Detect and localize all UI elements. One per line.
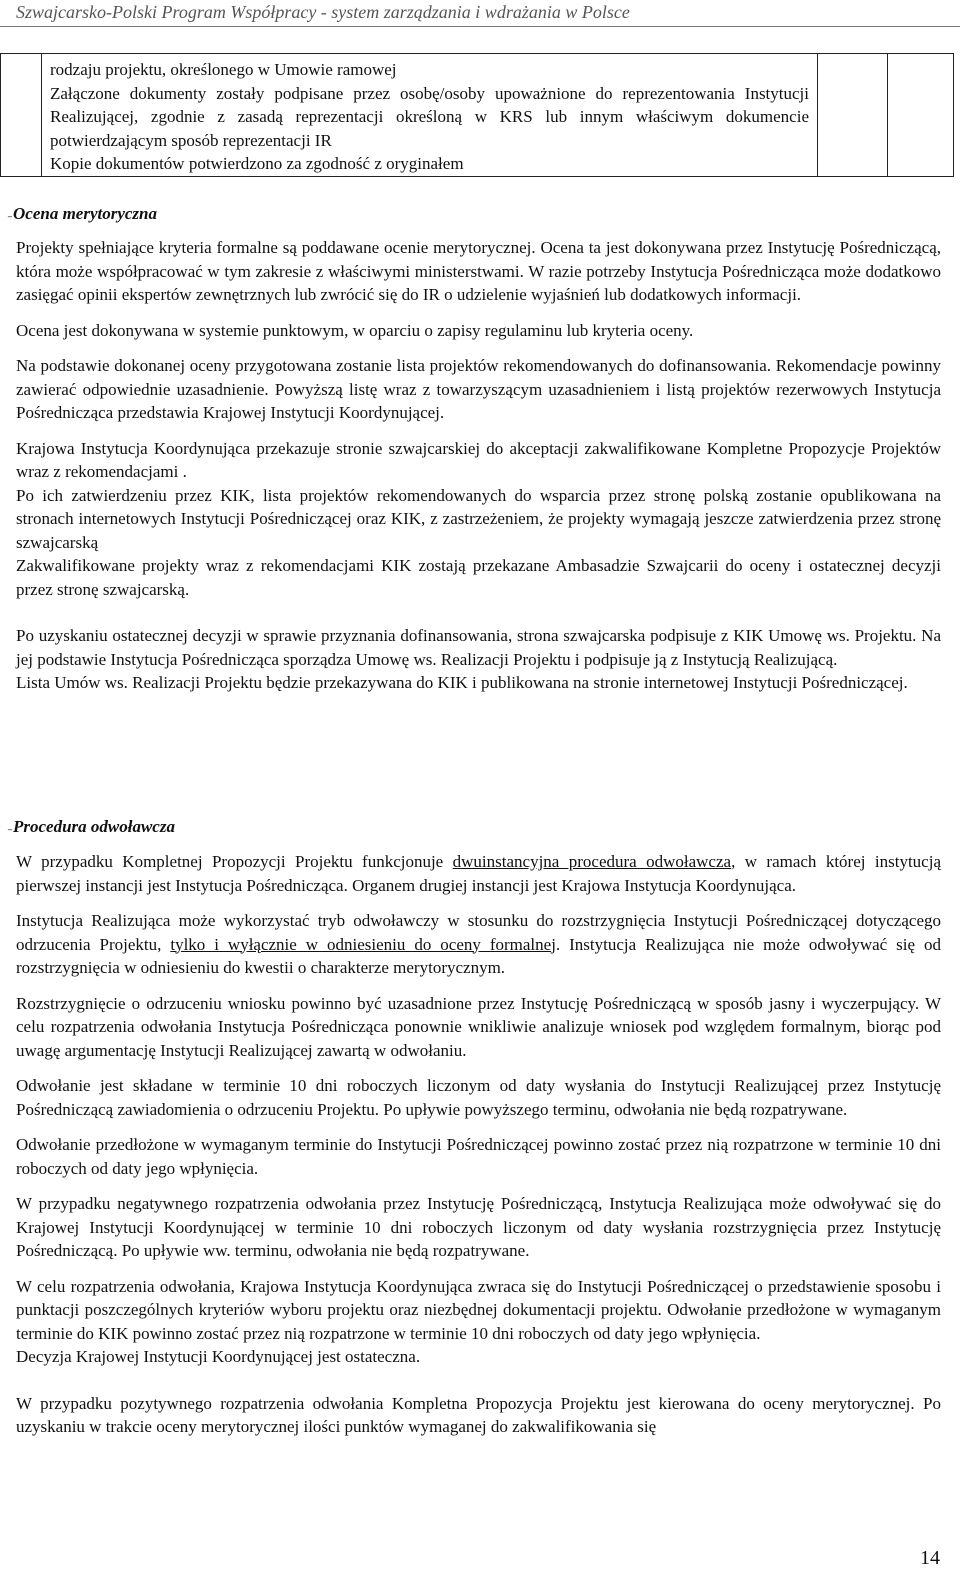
checklist-table: [0, 53, 954, 177]
ocena-body: [16, 236, 941, 695]
paragraph: [16, 909, 941, 980]
header-divider: [0, 26, 960, 27]
procedura-body: [16, 850, 941, 1439]
paragraph: [16, 850, 941, 897]
heading-text: Ocena merytoryczna: [13, 204, 158, 223]
paragraph: Odwołanie przedłożone w wymaganym terminie do Instytucji Pośredniczącej powinno zostać przez nią rozpatrzone w terminie 10 dni roboczych od daty jego wpłynięcia.: [16, 1135, 941, 1178]
checklist-number-cell: [1, 54, 42, 176]
paragraph: Projekty spełniające kryteria formalne są poddawane ocenie merytorycznej. Ocena ta jest dokonywana przez Instytucję Pośredniczącą, która może współpracować w tym zakresie z właściwymi ministerstwami. W razie potrzeby Instytucja Pośrednicząca może dodatkowo zasięgać opinii ekspertów zewnętrznych lub zwrócić się do IR o udzielenie wyjaśnień lub dodatkowych informacji.: [16, 238, 941, 304]
section-heading-procedura: [8, 816, 175, 841]
text-run: . Instytucja Realizująca nie może odwoływać się od rozstrzygnięcia w odniesieniu do kwestii o charakterze merytorycznym.: [16, 934, 941, 977]
checklist-line: Załączone dokumenty zostały podpisane przez osobę/osoby upoważnione do reprezentowania Instytucji Realizującej, zgodnie z zasadą reprezentacji określoną w KRS lub innym właściwym dokumencie potwierdzającym sposób reprezentacji IR: [50, 83, 809, 150]
underlined-text: tylko i wyłącznie w odniesieniu do oceny formalnej: [170, 934, 556, 954]
paragraph: Rozstrzygnięcie o odrzuceniu wniosku powinno być uzasadnione przez Instytucję Pośredniczącą w sposób jasny i wyczerpujący. W celu rozpatrzenia odwołania Instytucja Pośrednicząca ponownie wnikliwie analizuje wniosek pod względem formalnym, biorąc pod uwagę argumentację Instytucji Realizującej zawartą w odwołaniu.: [16, 993, 941, 1060]
paragraph: Krajowa Instytucja Koordynująca przekazuje stronie szwajcarskiej do akceptacji zakwalifikowane Kompletne Propozycje Projektów wraz z rekomendacjami .: [16, 438, 941, 481]
checklist-text-cell: [42, 54, 818, 176]
paragraph: W celu rozpatrzenia odwołania, Krajowa Instytucja Koordynująca zwraca się do Instytucji Pośredniczącej o przedstawienie sposobu i punktacji poszczególnych kryteriów wyboru projektu oraz niezbędnej dokumentacji projektu. Odwołanie przedłożone w wymaganym terminie do KIK powinno zostać przez nią rozpatrzone w terminie 10 dni roboczych od daty jego wpłynięcia.: [16, 1276, 941, 1343]
checklist-yes-cell: [819, 54, 888, 176]
text-run: Instytucja Realizująca może wykorzystać tryb odwoławczy w stosunku do rozstrzygnięcia Instytucji Pośredniczącej dotyczącego odrzucenia Projektu,: [16, 911, 941, 954]
underlined-text: dwuinstancyjna procedura odwoławcza: [452, 852, 732, 871]
checklist-line: rodzaju projektu, określonego w Umowie ramowej: [50, 60, 397, 79]
paragraph: W przypadku pozytywnego rozpatrzenia odwołania Kompletna Propozycja Projektu jest kierowana do oceny merytorycznej. Po uzyskaniu w trakcie oceny merytorycznej ilości punktów wymaganej do zakwalifikowania się: [16, 1393, 941, 1436]
paragraph: Ocena jest dokonywana w systemie punktowym, w oparciu o zapisy regulaminu lub kryteria oceny.: [16, 320, 694, 340]
paragraph: Zakwalifikowane projekty wraz z rekomendacjami KIK zostają przekazane Ambasadzie Szwajcarii do oceny i ostatecznej decyzji przez stronę szwajcarską.: [16, 556, 941, 599]
section-heading-ocena: [8, 203, 157, 228]
paragraph: Odwołanie jest składane w terminie 10 dni roboczych liczonym od daty wysłania do Instytucji Realizującej przez Instytucję Pośredniczącą zawiadomienia o odrzuceniu Projektu. Po upływie powyższego terminu, odwołania nie będą rozpatrywane.: [16, 1076, 941, 1119]
paragraph: Po uzyskaniu ostatecznej decyzji w sprawie przyznania dofinansowania, strona szwajcarska podpisuje z KIK Umowę ws. Projektu. Na jej podstawie Instytucja Pośrednicząca sporządza Umowę ws. Realizacji Projektu i podpisuje ją z Instytucją Realizującą.: [16, 626, 941, 669]
text-run: W przypadku Kompletnej Propozycji Projektu funkcjonuje: [16, 852, 453, 871]
page-number: 14: [920, 1547, 940, 1569]
paragraph: W przypadku negatywnego rozpatrzenia odwołania przez Instytucję Pośredniczącą, Instytucja Realizująca może odwoływać się do Krajowej Instytucji Koordynującej w terminie 10 dni roboczych liczonym od daty wysłania rozstrzygnięcia przez Instytucję Pośredniczącą. Po upływie ww. terminu, odwołania nie będą rozpatrywane.: [16, 1194, 941, 1260]
paragraph: Decyzja Krajowej Instytucji Koordynującej jest ostateczna.: [16, 1347, 421, 1366]
heading-text: Procedura odwoławcza: [13, 817, 175, 836]
paragraph: Na podstawie dokonanej oceny przygotowana zostanie lista projektów rekomendowanych do dofinansowania. Rekomendacje powinny zawierać odpowiednie uzasadnienie. Powyższą listę wraz z towarzyszącym uzasadnieniem i listą projektów rezerwowych Instytucja Pośrednicząca przedstawia Krajowej Instytucji Koordynującej.: [16, 356, 941, 422]
paragraph: Po ich zatwierdzeniu przez KIK, lista projektów rekomendowanych do wsparcia przez stronę polską zostanie opublikowana na stronach internetowych Instytucji Pośredniczącej oraz KIK, z zastrzeżeniem, że projekty wymagają jeszcze zatwierdzenia przez stronę szwajcarską: [16, 485, 941, 552]
checklist-line: Kopie dokumentów potwierdzono za zgodność z oryginałem: [50, 154, 464, 173]
paragraph: Lista Umów ws. Realizacji Projektu będzie przekazywana do KIK i publikowana na stronie internetowej Instytucji Pośredniczącej.: [16, 673, 908, 692]
text-run: , w ramach której instytucją pierwszej instancji jest Instytucja Pośrednicząca. Organem drugiej instancji jest Krajowa Instytucja Koordynująca.: [16, 852, 941, 895]
heading-marker: –: [8, 825, 12, 834]
checklist-no-cell: [888, 54, 953, 176]
running-header: Szwajcarsko-Polski Program Współpracy - system zarządzania i wdrażania w Polsce: [16, 2, 630, 22]
heading-marker: –: [8, 212, 12, 221]
